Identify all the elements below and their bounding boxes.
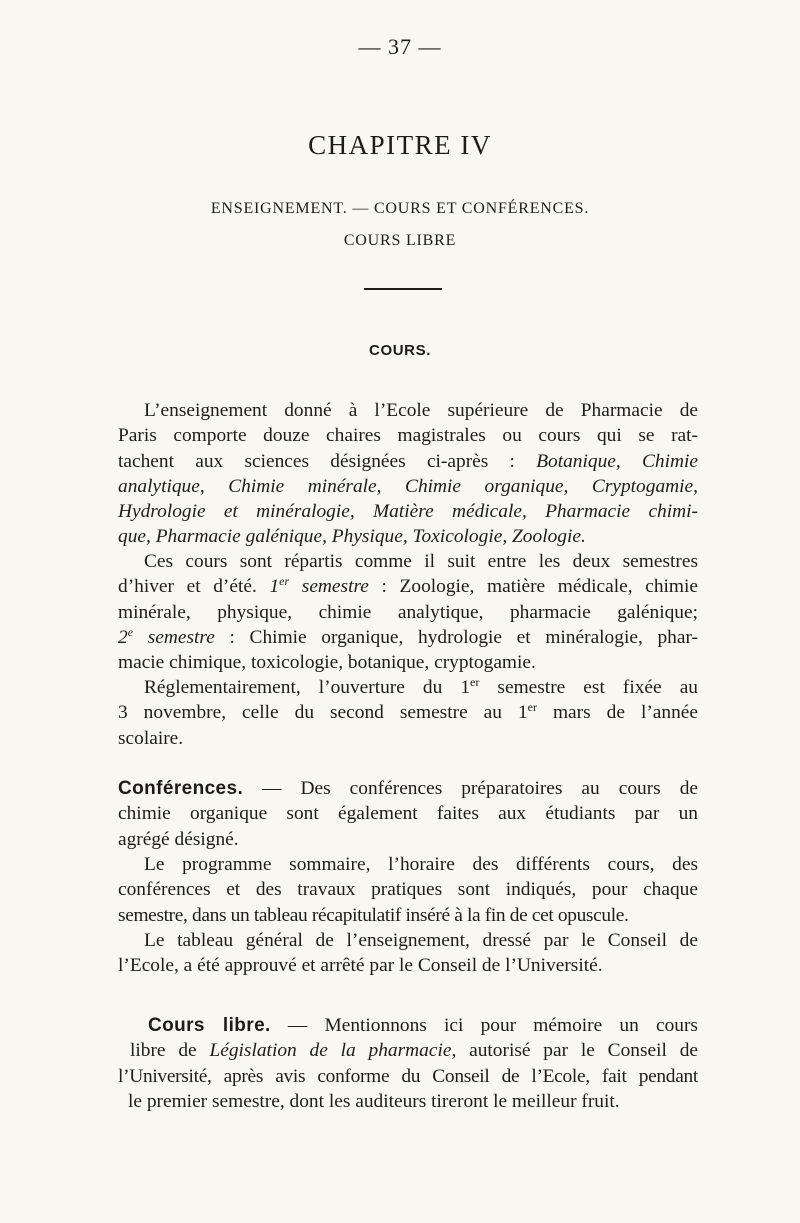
text-span: mars de l’année	[536, 702, 698, 724]
text-line: semestre, dans un tableau récapitulatif inséré à la fin de cet opuscule.	[118, 904, 629, 926]
text-line	[118, 474, 698, 499]
text-span: autorisé par le Conseil de	[456, 1040, 698, 1062]
text-line	[118, 499, 698, 524]
text-line	[118, 700, 698, 725]
text-span: — Des conférences préparatoires au cours de	[243, 778, 698, 799]
text-line: minérale, physique, chimie analytique, pharmacie galénique;	[118, 601, 698, 623]
text-line	[118, 1013, 698, 1038]
chapter-subheading: ENSEIGNEMENT. — COURS ET CONFÉRENCES.	[210, 200, 590, 217]
text-line: L’enseignement donné à l’Ecole supérieure de Pharmacie de	[144, 400, 698, 421]
chapter-title: CHAPITRE IV	[308, 130, 492, 160]
italic-span: semestre	[133, 626, 215, 648]
italic-span: Hydrologie et minéralogie, Matière médicale, Pharmacie chimi-	[118, 501, 698, 523]
ordinal-suffix: e	[127, 624, 134, 639]
run-in-heading: Cours libre.	[148, 1015, 271, 1036]
text-span: 3 novembre, celle du second semestre au 1	[118, 702, 528, 724]
text-line: Ces cours sont répartis comme il suit entre les deux semestres	[144, 551, 698, 572]
section-title: COURS.	[369, 342, 431, 359]
paragraph-cours-intro	[118, 398, 698, 550]
paragraph-tableau-general	[118, 928, 698, 979]
run-in-heading: Conférences.	[118, 778, 244, 799]
paragraph-programme	[118, 852, 698, 928]
text-line: agrégé désigné.	[118, 828, 239, 850]
italic-span: analytique, Chimie minérale, Chimie organique, Cryptogamie,	[118, 475, 698, 497]
paragraph-conferences	[118, 776, 698, 852]
paragraph-cours-libre	[118, 1013, 698, 1114]
ordinal-suffix: er	[470, 675, 480, 689]
italic-span: semestre	[289, 576, 369, 598]
text-line	[118, 574, 698, 599]
section-divider	[364, 288, 442, 290]
text-line: Le tableau général de l’enseignement, dressé par le Conseil de	[144, 930, 698, 951]
text-span: — Mentionnons ici pour mémoire un cours	[270, 1015, 698, 1036]
paragraph-semestres	[118, 549, 698, 675]
italic-span	[118, 624, 215, 648]
text-span: : Chimie organique, hydrologie et minéralogie, phar-	[214, 626, 698, 648]
text-span: Réglementairement, l’ouverture du 1	[144, 677, 471, 698]
text-line: macie chimique, toxicologie, botanique, cryptogamie.	[118, 652, 536, 674]
text-line: Paris comporte douze chaires magistrales ou cours qui se rat-	[118, 425, 698, 447]
text-line	[118, 449, 698, 474]
text-line	[118, 1038, 698, 1063]
ordinal-suffix: er	[527, 700, 537, 715]
text-span: semestre est fixée au	[479, 677, 698, 698]
text-line	[118, 625, 698, 650]
ordinal-number: 2	[118, 626, 128, 648]
text-line: l’Université, après avis conforme du Conseil de l’Ecole, fait pendant	[118, 1065, 698, 1087]
text-span: : Zoologie, matière médicale, chimie	[368, 576, 698, 598]
text-line	[118, 524, 698, 549]
text-line: l’Ecole, a été approuvé et arrêté par le Conseil de l’Université.	[118, 955, 603, 977]
text-line	[118, 675, 698, 700]
italic-span	[269, 576, 368, 597]
text-line: le premier semestre, dont les auditeurs tireront le meilleur fruit.	[128, 1090, 620, 1112]
text-line: chimie organique sont également faites aux étudiants par un	[118, 803, 698, 825]
text-line: conférences et des travaux pratiques sont indiqués, pour chaque	[118, 879, 698, 901]
text-line: Le programme sommaire, l’horaire des différents cours, des	[144, 854, 698, 875]
text-span: tachent aux sciences désignées ci-après :	[118, 450, 537, 472]
chapter-subheading-2: COURS LIBRE	[343, 232, 457, 249]
paragraph-reglementairement	[118, 675, 698, 751]
text-line: scolaire.	[118, 727, 184, 749]
text-span: d’hiver et d’été.	[118, 576, 270, 598]
text-span: libre de	[130, 1040, 210, 1062]
italic-span: que, Pharmacie galénique, Physique, Toxicologie, Zoologie.	[118, 526, 586, 548]
ordinal-number: 1	[269, 576, 280, 598]
italic-span: Législation de la pharmacie,	[209, 1040, 457, 1062]
text-line	[118, 776, 698, 801]
page-number: — 37 —	[358, 34, 442, 59]
ordinal-suffix: er	[279, 574, 290, 589]
italic-span: Botanique, Chimie	[536, 450, 698, 472]
